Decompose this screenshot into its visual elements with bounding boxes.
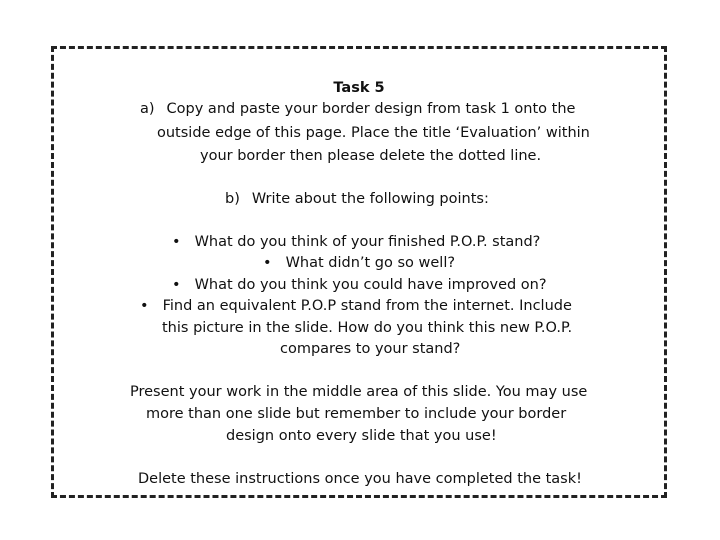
part-b-label: b)	[225, 191, 240, 207]
delete-instructions-note: Delete these instructions once you have completed the task!	[138, 471, 582, 487]
task-title: Task 5	[333, 80, 385, 96]
part-a-label: a)	[140, 101, 155, 117]
part-a-line-3: your border then please delete the dotted line.	[200, 148, 542, 164]
bullet-item-3: • What do you think you could have improved on?	[172, 275, 547, 296]
present-line-3: design onto every slide that you use!	[226, 428, 497, 444]
instructions-text-box[interactable]	[54, 49, 664, 495]
part-b-heading: b) Write about the following points:	[225, 189, 489, 210]
bullet-icon: •	[172, 234, 181, 250]
bullet-icon: •	[140, 298, 149, 314]
bullet-item-4-continuation-1: this picture in the slide. How do you think this new P.O.P.	[162, 320, 573, 336]
part-a-line-1: a) Copy and paste your border design from task 1 onto the	[140, 99, 575, 120]
bullet-item-2: • What didn’t go so well?	[263, 253, 455, 274]
present-line-2: more than one slide but remember to include your border	[146, 406, 567, 422]
part-a-line-2: outside edge of this page. Place the title ‘Evaluation’ within	[157, 125, 590, 141]
bullet-item-4: • Find an equivalent P.O.P stand from the internet. Include	[140, 296, 572, 317]
bullet-icon: •	[263, 255, 272, 271]
bullet-item-4-continuation-2: compares to your stand?	[280, 341, 461, 357]
present-line-1: Present your work in the middle area of this slide. You may use	[130, 384, 588, 400]
bullet-icon: •	[172, 277, 181, 293]
bullet-item-1: • What do you think of your finished P.O.P. stand?	[172, 232, 540, 253]
